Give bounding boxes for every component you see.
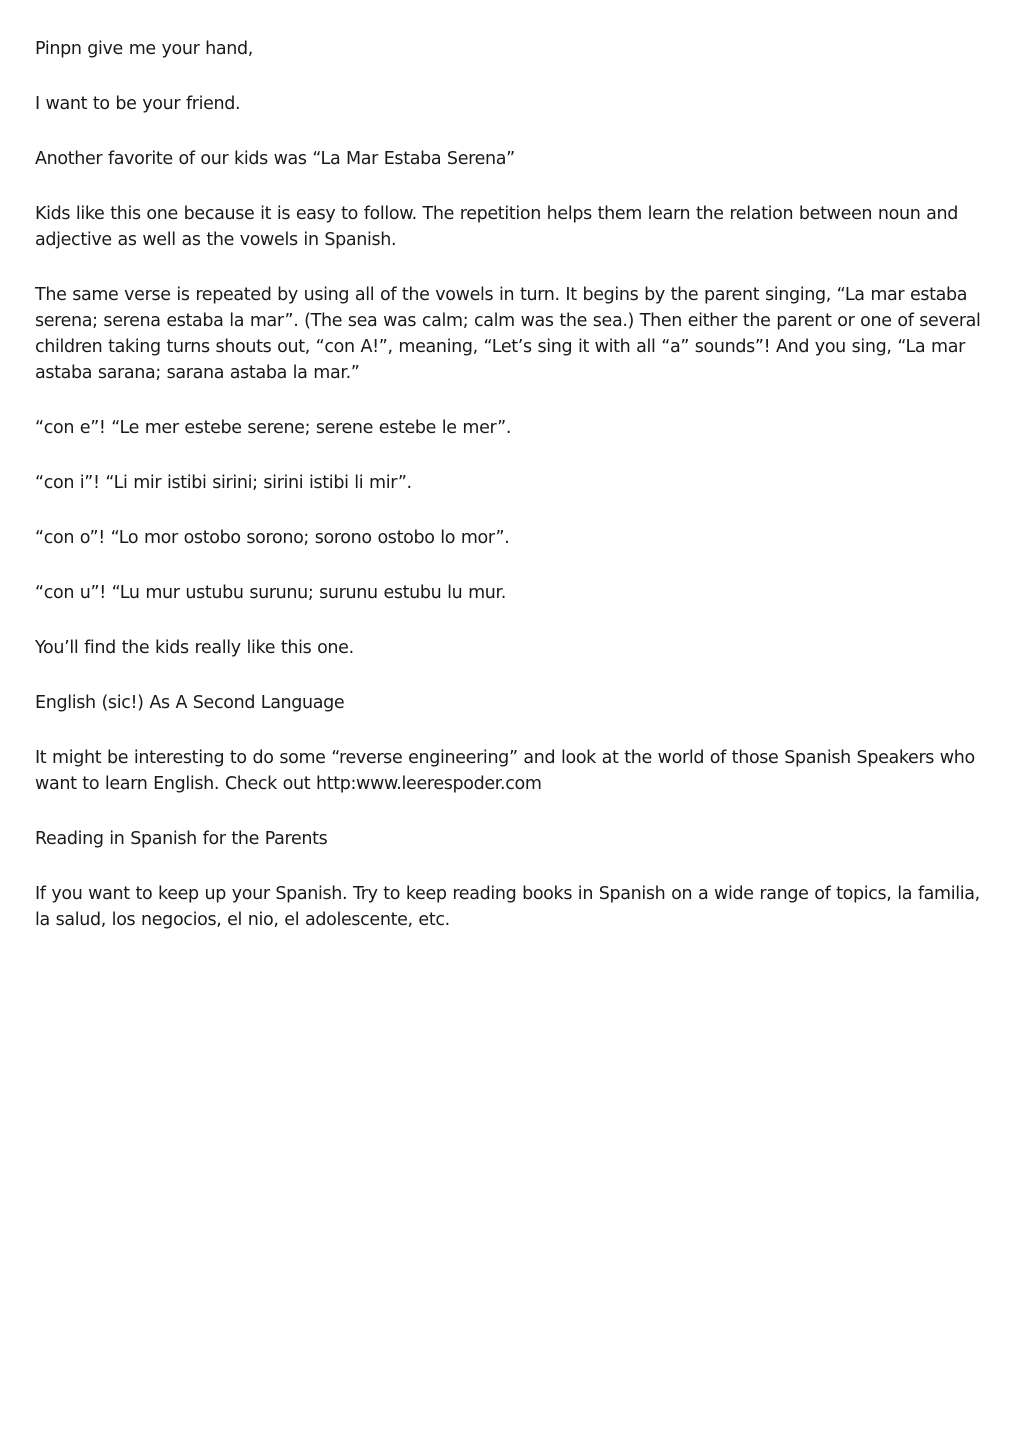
paragraph-keep-reading: If you want to keep up your Spanish. Try to keep reading books in Spanish on a wide range of topics, la familia, la salud, los negocios, el nio, el adolescente, etc.: [35, 884, 980, 930]
paragraph-con-u: “con u”! “Lu mur ustubu surunu; surunu estubu lu mur.: [35, 583, 506, 603]
paragraph-friend: I want to be your friend.: [35, 94, 241, 114]
paragraph-pinpn-hand: Pinpn give me your hand,: [35, 39, 254, 59]
paragraph-easy-to-follow: Kids like this one because it is easy to follow. The repetition helps them learn the relation between noun and adjective as well as the vowels in Spanish.: [35, 204, 959, 250]
paragraph-con-i: “con i”! “Li mir istibi sirini; sirini istibi li mir”.: [35, 473, 412, 493]
paragraph-reverse-engineering: It might be interesting to do some “reverse engineering” and look at the world of those Spanish Speakers who want to learn English. Check out http:www.leerespoder.com: [35, 748, 975, 794]
paragraph-favorite-song: Another favorite of our kids was “La Mar Estaba Serena”: [35, 149, 515, 169]
paragraph-con-e: “con e”! “Le mer estebe serene; serene estebe le mer”.: [35, 418, 512, 438]
document-body: [35, 36, 997, 962]
paragraph-verse-repeated: The same verse is repeated by using all of the vowels in turn. It begins by the parent singing, “La mar estaba serena; serena estaba la mar”. (The sea was calm; calm was the sea.) Then either the parent or one of several children taking turns shouts out, “con A!”, meaning, “Let’s sing it with all “a” sounds”! And you sing, “La mar astaba sarana; sarana astaba la mar.”: [35, 285, 981, 383]
paragraph-con-o: “con o”! “Lo mor ostobo sorono; sorono ostobo lo mor”.: [35, 528, 510, 548]
paragraph-kids-like: You’ll find the kids really like this one.: [35, 638, 354, 658]
section-heading-esl: English (sic!) As A Second Language: [35, 693, 345, 713]
section-heading-reading-parents: Reading in Spanish for the Parents: [35, 829, 328, 849]
